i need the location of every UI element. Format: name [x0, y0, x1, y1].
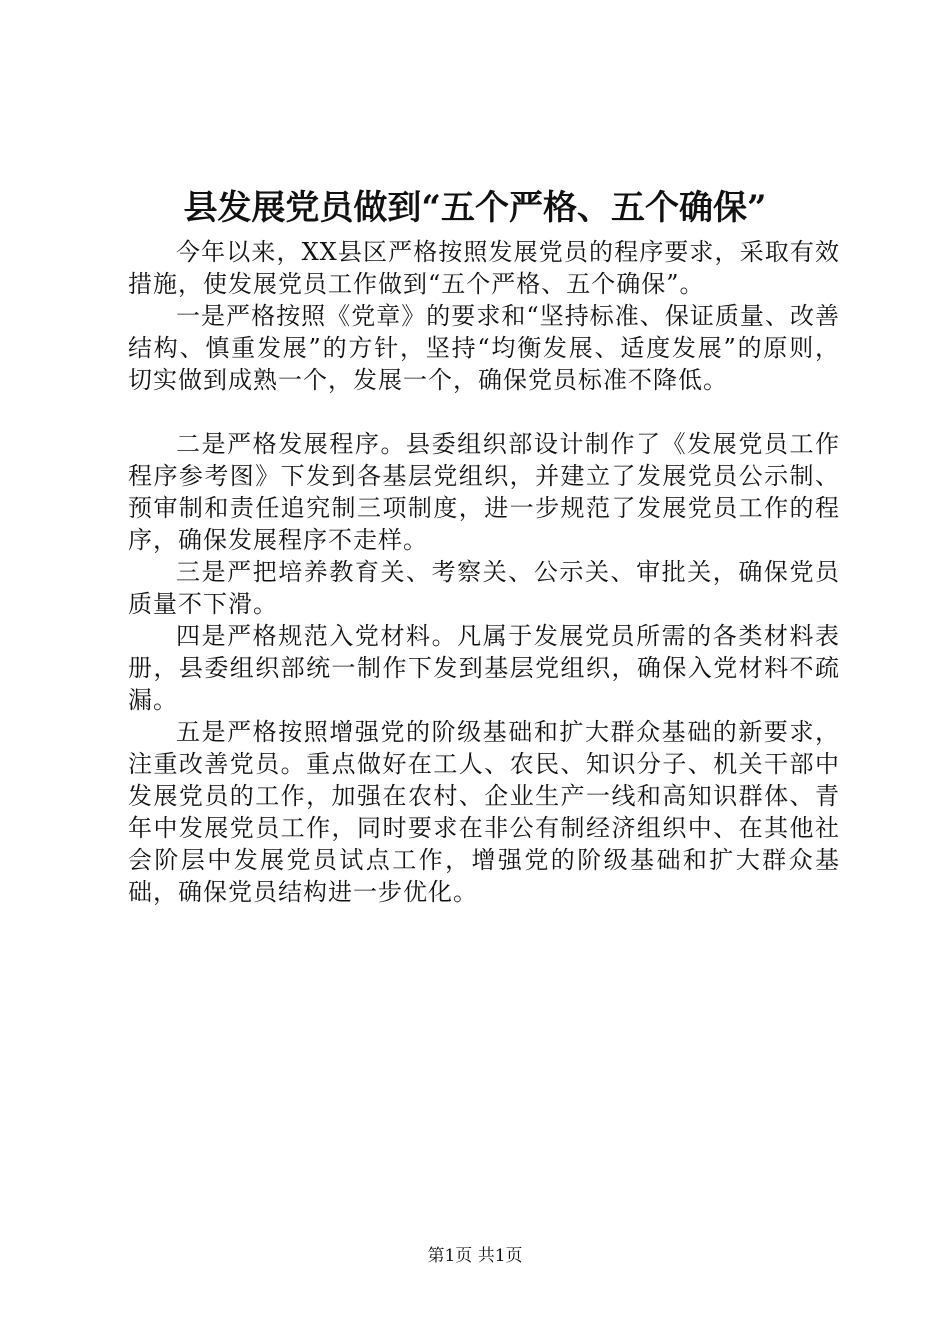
page-number-footer: 第1页 共1页: [427, 1246, 523, 1266]
document-title: 县发展党员做到“五个严格、五个确保”: [183, 188, 767, 228]
paragraph-fifth-point: 五是严格按照增强党的阶级基础和扩大群众基础的新要求，注重改善党员。重点做好在工人、农民、知识分子、机关干部中发展党员的工作，加强在农村、企业生产一线和高知识群体、青年中发展党员工作，同时要求在非公有制经济组织中、在其他社会阶层中发展党员试点工作，增强党的阶级基础和扩大群众基础，确保党员结构进一步优化。: [128, 718, 840, 906]
document-body: [128, 236, 840, 908]
paragraph-second-point: 二是严格发展程序。县委组织部设计制作了《发展党员工作程序参考图》下发到各基层党组织，并建立了发展党员公示制、预审制和责任追究制三项制度，进一步规范了发展党员工作的程序，确保发展程序不走样。: [128, 430, 840, 554]
paragraph-first-point: 一是严格按照《党章》的要求和“坚持标准、保证质量、改善结构、慎重发展”的方针，坚持“均衡发展、适度发展”的原则，切实做到成熟一个，发展一个，确保党员标准不降低。: [128, 302, 840, 394]
paragraph-intro: 今年以来，XX县区严格按照发展党员的程序要求，采取有效措施，使发展党员工作做到“五个严格、五个确保”。: [128, 238, 840, 298]
paragraph-third-point: 三是严把培养教育关、考察关、公示关、审批关，确保党员质量不下滑。: [128, 558, 840, 618]
paragraph-fourth-point: 四是严格规范入党材料。凡属于发展党员所需的各类材料表册，县委组织部统一制作下发到基层党组织，确保入党材料不疏漏。: [128, 622, 840, 714]
